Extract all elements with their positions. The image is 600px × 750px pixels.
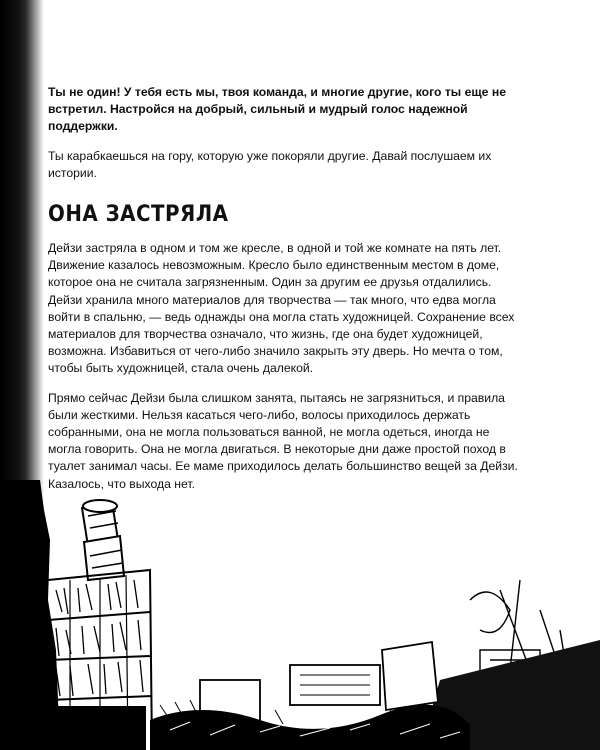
section-heading: ОНА ЗАСТРЯЛА [48, 202, 229, 228]
text-column [48, 84, 518, 505]
story-paragraph-2: Прямо сейчас Дейзи была слишком занята, пытаясь не загрязниться, и правила были жесткими. Нельзя касаться чего-либо, волосы приходилось держать собранными, она не могла пользоваться ванной, не могла одеться, иногда не могла говорить. Она не могла двигаться. В некоторые дни даже простой поход в туалет занимал часы. Ее маме приходилось делать большинство вещей за Дейзи. Казалось, что выхода нет. [48, 390, 518, 491]
cluttered-room-illustration [0, 480, 600, 750]
intro-text: Ты карабкаешься на гору, которую уже покоряли другие. Давай послушаем их истории. [48, 148, 492, 180]
intro-bold-text: Ты не один! У тебя есть мы, твоя команда, и многие другие, кого ты еще не встретил. Настройся на добрый, сильный и мудрый голос надежной поддержки. [48, 85, 506, 134]
story-paragraph-1: Дейзи застряла в одном и том же кресле, в одной и той же комнате на пять лет. Движение казалось невозможным. Кресло было единственным местом в доме, которое она не считала загрязненным. Один за другим ее друзья отдалились. Дейзи хранила много материалов для творчества — так много, что едва могла войти в спальню, — ведь однажды она могла стать художницей. Сохранение всех материалов для творчества означало, что жизнь, где она будет художницей, возможна. Избавиться от чего-либо значило закрыть эту дверь. Но мечта о том, чтобы быть художницей, стала очень далекой. [48, 241, 515, 376]
